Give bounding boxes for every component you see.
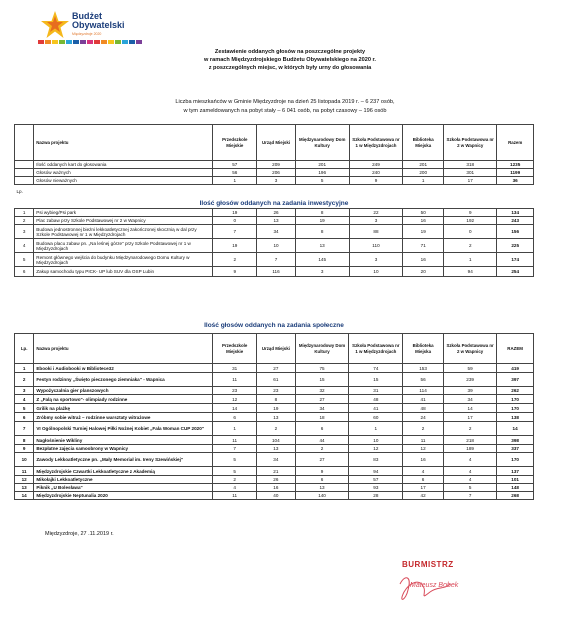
vote-count: 19: [257, 404, 295, 413]
vote-count: 6: [295, 476, 349, 484]
social-row: [15, 492, 534, 500]
vote-count: 268: [497, 492, 534, 500]
vote-count: 71: [403, 239, 444, 253]
vote-count: 16: [403, 253, 444, 267]
project-name: VI Ogólnopolski Turniej Halowej Piłki Nożnej Kobiet „Fala Woman CUP 2020": [34, 422, 213, 436]
project-name: Wypożyczalnia gier planszowych: [34, 387, 213, 395]
row-number: 5: [15, 404, 34, 413]
vote-count: 11: [213, 436, 257, 445]
color-strip-segment: [66, 40, 72, 44]
table1-section-row: [15, 199, 534, 209]
table2-header-total: RAZEM: [497, 334, 534, 364]
project-name: Z „Falą na sportowo"- olimpiady rodzinne: [34, 395, 213, 404]
vote-count: 218: [443, 436, 496, 445]
vote-count: 11: [213, 492, 257, 500]
vote-count: 23: [257, 387, 295, 395]
vote-count: 12: [213, 395, 257, 404]
table1-header-row: [15, 125, 534, 161]
vote-count: 3: [349, 217, 403, 225]
vote-count: 0: [213, 217, 257, 225]
color-strip-segment: [45, 40, 51, 44]
vote-count: 138: [497, 413, 534, 422]
vote-count: 9: [213, 267, 257, 277]
heading-line2: w ramach Międzyzdrojskiego Budżetu Obywatelskiego na 2020 r.: [204, 57, 376, 63]
vote-count: 27: [295, 395, 349, 404]
vote-count: 189: [443, 445, 496, 453]
investment-row: [15, 253, 534, 267]
vote-count: 140: [295, 492, 349, 500]
project-name: Międzyzdrojskie Neptunalia 2020: [34, 492, 213, 500]
vote-count: 19: [213, 209, 257, 217]
table1-header-empty: [15, 125, 34, 161]
summary-value: 201: [295, 161, 349, 169]
project-name: Ebooki i Audiobooki w Bibliotece32: [34, 364, 213, 373]
summary-value: 1235: [497, 161, 534, 169]
project-name: Budowa placu zabaw pn. „Na leśnej górze" przy Szkole Podstawowej nr 1 w Międzyzdrojach: [34, 239, 213, 253]
project-name: Budowa jednostronnej bieżni lekkoatletycznej zakończonej skocznią w dal przy Szkole Podstawowej nr 1 w Międzyzdrojach: [34, 225, 213, 239]
vote-count: 59: [443, 364, 496, 373]
color-strip-segment: [38, 40, 44, 44]
vote-count: 27: [295, 453, 349, 467]
vote-count: 5: [213, 467, 257, 476]
vote-count: 2: [213, 253, 257, 267]
vote-count: 32: [295, 387, 349, 395]
table2-header-col3: Międzynarodowy Dom Kultury: [295, 334, 349, 364]
vote-count: 19: [403, 225, 444, 239]
vote-count: 48: [349, 395, 403, 404]
vote-count: 17: [403, 484, 444, 492]
vote-count: 88: [349, 225, 403, 239]
row-number: 6: [15, 267, 34, 277]
vote-count: 8: [257, 395, 295, 404]
summary-row: [15, 177, 534, 185]
vote-count: 4: [213, 484, 257, 492]
vote-count: 2: [295, 445, 349, 453]
vote-count: 15: [349, 373, 403, 387]
table1-lp-row: [15, 185, 534, 199]
social-section-title: Ilość głosów oddanych na zadania społeczne: [204, 322, 344, 329]
vote-count: 40: [257, 492, 295, 500]
vote-count: 7: [443, 492, 496, 500]
vote-count: 1: [213, 422, 257, 436]
vote-count: 254: [497, 267, 534, 277]
vote-count: 19: [295, 217, 349, 225]
vote-count: 16: [403, 217, 444, 225]
project-name: Plac zabaw przy Szkole Podstawowej nr 2 w Wapnicy: [34, 217, 213, 225]
summary-value: 9: [349, 177, 403, 185]
project-name: Piknik „U Bolesława": [34, 484, 213, 492]
project-name: Bezpłatne zajęcia samoobrony w Wapnicy: [34, 445, 213, 453]
vote-count: 10: [257, 239, 295, 253]
summary-value: 301: [444, 169, 497, 177]
row-number: 5: [15, 253, 34, 267]
color-strip-segment: [122, 40, 128, 44]
vote-count: 27: [257, 364, 295, 373]
vote-count: 11: [403, 436, 444, 445]
vote-count: 11: [213, 373, 257, 387]
table1-header-col1: Przedszkole Miejskie: [213, 125, 257, 161]
vote-count: 170: [497, 453, 534, 467]
row-number: 4: [15, 395, 34, 404]
vote-count: 170: [497, 395, 534, 404]
summary-value: 56: [213, 169, 257, 177]
vote-count: 74: [349, 364, 403, 373]
table2-header-col2: Urząd Miejski: [257, 334, 295, 364]
row-number: 2: [15, 373, 34, 387]
vote-count: 26: [257, 476, 295, 484]
vote-count: 262: [497, 387, 534, 395]
vote-count: 50: [403, 209, 444, 217]
row-number: 8: [15, 436, 34, 445]
place-date: Międzyzdroje, 27 .11.2019 r.: [45, 531, 114, 537]
summary-value: 17: [444, 177, 497, 185]
vote-count: 101: [497, 476, 534, 484]
table2-header-col6: Szkoła Podstawowa nr 2 w Wapnicy: [443, 334, 496, 364]
vote-count: 145: [295, 253, 349, 267]
social-row: [15, 436, 534, 445]
row-number: 12: [15, 476, 34, 484]
vote-count: 2: [403, 422, 444, 436]
vote-count: 31: [349, 387, 403, 395]
vote-count: 156: [497, 225, 534, 239]
vote-count: 19: [213, 239, 257, 253]
summary-value: 1199: [497, 169, 534, 177]
row-number: 11: [15, 467, 34, 476]
social-row: [15, 364, 534, 373]
row-number: 4: [15, 239, 34, 253]
vote-count: 174: [497, 253, 534, 267]
color-strip-segment: [87, 40, 93, 44]
social-row: [15, 467, 534, 476]
color-strip-segment: [136, 40, 142, 44]
color-strip-segment: [94, 40, 100, 44]
vote-count: 17: [443, 413, 496, 422]
color-strip-segment: [129, 40, 135, 44]
investment-row: [15, 225, 534, 239]
logo-line1: Budżet: [72, 11, 102, 21]
vote-count: 48: [403, 404, 444, 413]
vote-count: 4: [403, 467, 444, 476]
vote-count: 61: [257, 373, 295, 387]
project-name: Międzyzdrojskie Czwartki Lekkoatletyczne z Akademią: [34, 467, 213, 476]
color-strip-segment: [73, 40, 79, 44]
vote-count: 24: [403, 413, 444, 422]
vote-count: 10: [349, 267, 403, 277]
row-number: 6: [15, 413, 34, 422]
vote-count: 2: [443, 422, 496, 436]
vote-count: 28: [349, 492, 403, 500]
summary-empty-cell: [15, 169, 34, 177]
vote-count: 34: [443, 395, 496, 404]
vote-count: 93: [349, 484, 403, 492]
row-number: 3: [15, 225, 34, 239]
summary-value: 1: [213, 177, 257, 185]
star-logo-icon: [40, 10, 70, 40]
stats-line1: Liczba mieszkańców w Gminie Międzyzdroje na dzień 25 listopada 2019 r. – 6 237 osób,: [175, 99, 395, 105]
summary-empty-cell: [15, 177, 34, 185]
summary-value: 240: [349, 169, 403, 177]
table1-header-col6: Szkoła Podstawowa nr 2 w Wapnicy: [444, 125, 497, 161]
summary-value: 3: [257, 177, 295, 185]
heading-line1: Zestawienie oddanych głosów na poszczególne projekty: [214, 49, 366, 55]
vote-count: 60: [349, 413, 403, 422]
mayor-name: Mateusz Bobek: [410, 582, 459, 589]
vote-count: 75: [295, 364, 349, 373]
vote-count: 22: [349, 209, 403, 217]
investment-row: [15, 267, 534, 277]
investment-row: [15, 209, 534, 217]
vote-count: 153: [403, 364, 444, 373]
vote-count: 1: [349, 422, 403, 436]
summary-value: 5: [295, 177, 349, 185]
summary-label: Ilość oddanych kart do głosowania: [34, 161, 213, 169]
logo-line2: Obywatelski: [72, 20, 125, 30]
vote-count: 83: [349, 453, 403, 467]
vote-count: 7: [213, 445, 257, 453]
vote-count: 225: [497, 239, 534, 253]
vote-count: 116: [257, 267, 295, 277]
color-strip-segment: [59, 40, 65, 44]
vote-count: 12: [403, 445, 444, 453]
signature-icon: [380, 570, 470, 610]
summary-value: 201: [403, 161, 444, 169]
vote-count: 397: [497, 373, 534, 387]
vote-count: 114: [403, 387, 444, 395]
investment-votes-table: [14, 124, 534, 277]
table1-header-col3: Międzynarodowy Dom Kultury: [295, 125, 349, 161]
population-stats: [120, 98, 450, 116]
vote-count: 8: [295, 225, 349, 239]
social-row: [15, 413, 534, 422]
vote-count: 56: [403, 373, 444, 387]
summary-label: Głosów ważnych: [34, 169, 213, 177]
social-row: [15, 422, 534, 436]
vote-count: 41: [403, 395, 444, 404]
table2-header-row: [15, 334, 534, 364]
project-name: Zakup samochodu typu PICK- UP lub SUV dla OSP Lubin: [34, 267, 213, 277]
vote-count: 31: [213, 364, 257, 373]
vote-count: 10: [349, 436, 403, 445]
social-row: [15, 404, 534, 413]
row-number: 14: [15, 492, 34, 500]
vote-count: 2: [444, 239, 497, 253]
color-strip-segment: [108, 40, 114, 44]
document-heading: [130, 48, 450, 72]
logo-subtitle: Międzyzdroje 2020: [72, 32, 102, 36]
vote-count: 26: [257, 209, 295, 217]
vote-count: 170: [497, 404, 534, 413]
vote-count: 337: [497, 445, 534, 453]
vote-count: 34: [295, 404, 349, 413]
vote-count: 192: [444, 217, 497, 225]
row-number: 2: [15, 217, 34, 225]
vote-count: 15: [295, 373, 349, 387]
summary-value: 57: [213, 161, 257, 169]
vote-count: 39: [443, 387, 496, 395]
vote-count: 13: [295, 484, 349, 492]
vote-count: 21: [257, 467, 295, 476]
vote-count: 9: [444, 209, 497, 217]
vote-count: 18: [295, 413, 349, 422]
heading-line3: z poszczególnych miejsc, w których były urny do głosowania: [208, 65, 372, 71]
vote-count: 7: [213, 225, 257, 239]
color-strip-segment: [115, 40, 121, 44]
table1-header-name: Nazwa projektu: [34, 125, 213, 161]
table2-header-name: Nazwa projektu: [34, 334, 213, 364]
vote-count: 13: [257, 413, 295, 422]
vote-count: 110: [349, 239, 403, 253]
vote-count: 41: [349, 404, 403, 413]
table2-header-col5: Biblioteka Miejska: [403, 334, 444, 364]
vote-count: 13: [257, 445, 295, 453]
vote-count: 1: [444, 253, 497, 267]
stats-line2: w tym zameldowanych na pobyt stały – 6 041 osób, na pobyt czasowy – 196 osób: [183, 108, 387, 114]
summary-value: 249: [349, 161, 403, 169]
vote-count: 4: [443, 476, 496, 484]
vote-count: 16: [257, 484, 295, 492]
project-name: Zawody Lekkoatletyczne pn. „Mały Memoriał im. Ireny Szewińskiej": [34, 453, 213, 467]
table2-header-col4: Szkoła Podstawowa nr 1 w Międzyzdrojach: [349, 334, 403, 364]
row-number: 10: [15, 453, 34, 467]
logo-color-strip: [38, 40, 142, 44]
vote-count: 4: [443, 467, 496, 476]
summary-value: 200: [403, 169, 444, 177]
vote-count: 13: [257, 217, 295, 225]
social-row: [15, 395, 534, 404]
vote-count: 42: [403, 492, 444, 500]
table1-header-total: Razem: [497, 125, 534, 161]
vote-count: 14: [443, 404, 496, 413]
project-name: Mikołajki Lekkoatletyczne: [34, 476, 213, 484]
summary-value: 36: [497, 177, 534, 185]
color-strip-segment: [101, 40, 107, 44]
investment-row: [15, 239, 534, 253]
vote-count: 5: [443, 484, 496, 492]
project-name: Grilik na plażkę: [34, 404, 213, 413]
vote-count: 23: [213, 387, 257, 395]
budzet-obywatelski-logo: [38, 10, 158, 46]
investment-section-title: Ilość głosów oddanych na zadania inwestycyjne: [199, 199, 349, 207]
social-row: [15, 484, 534, 492]
social-row: [15, 387, 534, 395]
summary-label: Głosów nieważnych: [34, 177, 213, 185]
vote-count: 2: [213, 476, 257, 484]
lp-label: Lp.: [16, 189, 23, 195]
mayor-title-stamp: BURMISTRZ: [402, 560, 454, 569]
vote-count: 12: [349, 445, 403, 453]
vote-count: 9: [295, 467, 349, 476]
summary-value: 318: [444, 161, 497, 169]
table2-header-lp: Lp.: [15, 334, 34, 364]
summary-value: 206: [257, 169, 295, 177]
vote-count: 0: [444, 225, 497, 239]
project-name: Psi wybieg/Psi park: [34, 209, 213, 217]
vote-count: 94: [444, 267, 497, 277]
project-name: Festyn rodzinny „Święto pieczonego ziemniaka" - Wapnica: [34, 373, 213, 387]
vote-count: 13: [295, 239, 349, 253]
vote-count: 8: [295, 209, 349, 217]
vote-count: 34: [257, 453, 295, 467]
summary-value: 209: [257, 161, 295, 169]
summary-row: [15, 169, 534, 177]
vote-count: 14: [497, 422, 534, 436]
social-row: [15, 373, 534, 387]
table1-header-col2: Urząd Miejski: [257, 125, 295, 161]
table1-header-col4: Szkoła Podstawowa nr 1 w Międzyzdrojach: [349, 125, 403, 161]
investment-row: [15, 217, 534, 225]
social-row: [15, 445, 534, 453]
vote-count: 57: [349, 476, 403, 484]
summary-value: 1: [403, 177, 444, 185]
project-name: Remont głównego wejścia do budynku Międzynarodowego Domu Kultury w Międzyzdrojach: [34, 253, 213, 267]
vote-count: 2: [257, 422, 295, 436]
summary-value: 196: [295, 169, 349, 177]
summary-row: [15, 161, 534, 169]
table1-header-col5: Biblioteka Miejska: [403, 125, 444, 161]
vote-count: 4: [443, 453, 496, 467]
vote-count: 134: [497, 209, 534, 217]
row-number: 13: [15, 484, 34, 492]
vote-count: 16: [403, 453, 444, 467]
vote-count: 137: [497, 467, 534, 476]
social-votes-table: [14, 333, 534, 500]
vote-count: 104: [257, 436, 295, 445]
vote-count: 398: [497, 436, 534, 445]
row-number: 1: [15, 209, 34, 217]
color-strip-segment: [52, 40, 58, 44]
social-row: [15, 453, 534, 467]
vote-count: 148: [497, 484, 534, 492]
vote-count: 14: [213, 404, 257, 413]
row-number: 1: [15, 364, 34, 373]
project-name: Zróbmy sobie witraż – rodzinne warsztaty witrażowe: [34, 413, 213, 422]
vote-count: 44: [295, 436, 349, 445]
vote-count: 6: [295, 422, 349, 436]
vote-count: 34: [257, 225, 295, 239]
color-strip-segment: [80, 40, 86, 44]
vote-count: 94: [349, 467, 403, 476]
vote-count: 243: [497, 217, 534, 225]
vote-count: 6: [213, 413, 257, 422]
social-row: [15, 476, 534, 484]
vote-count: 239: [443, 373, 496, 387]
row-number: 3: [15, 387, 34, 395]
vote-count: 419: [497, 364, 534, 373]
vote-count: 20: [403, 267, 444, 277]
vote-count: 3: [295, 267, 349, 277]
vote-count: 7: [257, 253, 295, 267]
row-number: 7: [15, 422, 34, 436]
project-name: Nagłośnienie Wikliny: [34, 436, 213, 445]
logo-title: [72, 12, 125, 30]
vote-count: 6: [403, 476, 444, 484]
table2-header-col1: Przedszkole Miejskie: [213, 334, 257, 364]
vote-count: 3: [349, 253, 403, 267]
row-number: 9: [15, 445, 34, 453]
summary-empty-cell: [15, 161, 34, 169]
vote-count: 5: [213, 453, 257, 467]
